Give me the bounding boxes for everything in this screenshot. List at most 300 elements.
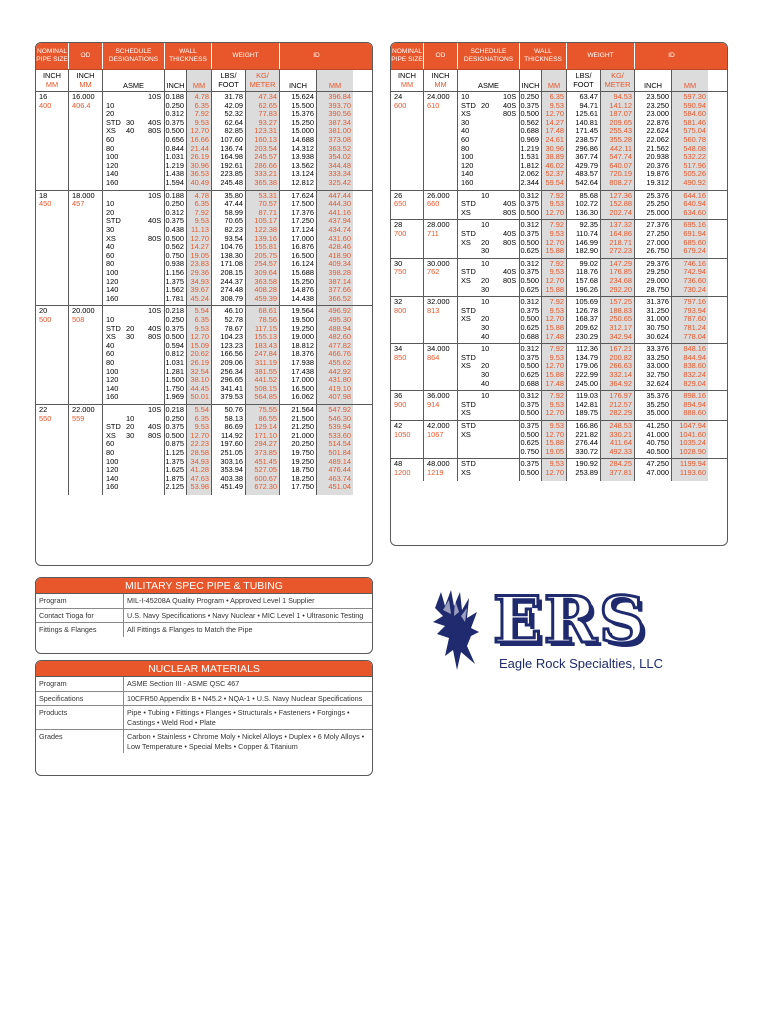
id_in-value: 19.250 <box>291 456 314 466</box>
kg-value: 451.45 <box>254 456 277 466</box>
kg-value: 272.23 <box>609 246 632 256</box>
info-label: Program <box>36 677 124 691</box>
lbs-value: 99.02 <box>579 258 598 268</box>
id-mm-cell <box>317 191 353 306</box>
subheader-kg-meter: KG/ METER <box>601 70 635 91</box>
info-label: Contact Tioga for <box>36 609 124 623</box>
wall_in-value: 0.375 <box>165 422 184 432</box>
nominal-size-cell <box>391 297 424 343</box>
kg-value: 600.67 <box>254 473 277 483</box>
kg-value: 160.13 <box>254 134 277 144</box>
schedule-a: 40 <box>106 242 115 252</box>
id_in-value: 22.624 <box>646 126 669 136</box>
wall_in-value: 0.688 <box>520 331 539 341</box>
wall-mm-cell <box>542 297 567 343</box>
schedule-c: 40S <box>503 267 517 277</box>
subheader-lbs-foot: LBS/ FOOT <box>212 70 246 91</box>
id_in-value: 15.250 <box>291 117 314 127</box>
wall_in-value: 0.875 <box>165 439 184 449</box>
kg-value: 311.19 <box>254 357 277 367</box>
wall_mm-value: 6.35 <box>194 314 209 324</box>
od-inch: 42.000 <box>427 420 450 430</box>
wall_in-value: 0.500 <box>520 467 539 477</box>
schedule-row <box>458 409 519 418</box>
lbs-value: 92.35 <box>579 220 598 230</box>
kg-value: 640.07 <box>609 160 632 170</box>
header-id: ID <box>668 52 675 59</box>
id_mm-value: 419.10 <box>328 383 351 393</box>
wall_mm-value: 9.53 <box>549 100 564 110</box>
kg-value: 720.19 <box>609 169 632 179</box>
id_in-value: 17.376 <box>291 207 314 217</box>
schedule-c: 40S <box>148 422 162 432</box>
kg-value: 129.14 <box>254 422 277 432</box>
lbs-foot-cell <box>212 405 246 495</box>
id_in-value: 19.250 <box>291 323 314 333</box>
od-cell <box>424 191 458 220</box>
kg-value: 254.57 <box>254 259 277 269</box>
lbs-value: 78.67 <box>224 323 243 333</box>
wall_mm-value: 12.70 <box>545 467 564 477</box>
lbs-foot-cell <box>212 191 246 306</box>
id_mm-value: 539.94 <box>328 422 351 432</box>
wall_in-value: 0.312 <box>520 220 539 230</box>
wall-mm-cell <box>187 92 212 190</box>
id_mm-value: 1047.94 <box>679 420 706 430</box>
id-mm-cell <box>317 92 353 190</box>
id_in-value: 16.124 <box>291 259 314 269</box>
lbs-value: 256.34 <box>220 366 243 376</box>
od-mm: 1219 <box>427 467 444 477</box>
size-inch: 28 <box>394 220 403 230</box>
nominal-size-cell <box>391 421 424 458</box>
wall_in-value: 1.750 <box>165 383 184 393</box>
header-nominal: NOMINAL PIPE SIZE <box>391 43 424 69</box>
schedule-a: STD <box>461 399 476 409</box>
size-inch: 36 <box>394 391 403 401</box>
id_in-value: 18.750 <box>291 465 314 475</box>
kg-meter-cell <box>601 459 635 480</box>
schedule-row <box>103 393 164 402</box>
wall_in-value: 0.625 <box>520 369 539 379</box>
od-inch: 28.000 <box>427 220 450 230</box>
lbs-value: 114.92 <box>220 430 243 440</box>
od-inch: 26.000 <box>427 190 450 200</box>
od-mm: 406.4 <box>72 100 91 110</box>
wall_in-value: 0.500 <box>520 109 539 119</box>
id_in-value: 33.000 <box>646 361 669 371</box>
kg-value: 255.43 <box>609 126 632 136</box>
pipe-size-group <box>391 391 727 421</box>
wall_mm-value: 7.92 <box>549 391 564 401</box>
id_in-value: 33.376 <box>646 344 669 354</box>
schedule-a: STD <box>461 267 476 277</box>
od-inch: 36.000 <box>427 391 450 401</box>
schedule-a: STD <box>106 117 121 127</box>
schedule-b: 10 <box>481 220 490 230</box>
wall_in-value: 0.312 <box>165 109 184 119</box>
wall_in-value: 1.156 <box>165 267 184 277</box>
id-mm-cell <box>672 391 708 420</box>
wall_in-value: 2.125 <box>165 482 184 492</box>
wall_mm-value: 34.93 <box>190 276 209 286</box>
schedule-c: 40S <box>148 216 162 226</box>
kg-value: 492.33 <box>609 446 632 456</box>
lbs-value: 429.79 <box>575 160 598 170</box>
subheader-lbs-foot: LBS/ FOOT <box>567 70 601 91</box>
kg-value: 547.74 <box>609 152 632 162</box>
wall_in-value: 0.562 <box>520 117 539 127</box>
kg-value: 442.11 <box>609 143 632 153</box>
id_in-value: 29.376 <box>646 258 669 268</box>
od-inch: 30.000 <box>427 258 450 268</box>
wall_mm-value: 9.53 <box>549 352 564 362</box>
od-mm: 610 <box>427 100 440 110</box>
wall_mm-value: 17.48 <box>545 126 564 136</box>
schedule-b: 30 <box>481 322 490 332</box>
od-mm: 559 <box>72 413 85 423</box>
schedule-a: 160 <box>106 482 119 492</box>
pipe-size-group <box>36 191 372 307</box>
kg-value: 77.83 <box>258 109 277 119</box>
kg-value: 139.16 <box>254 233 277 243</box>
wall-inch-cell <box>520 191 542 220</box>
od-cell <box>69 306 103 404</box>
id_mm-value: 495.30 <box>328 314 351 324</box>
pipe-size-group <box>391 92 727 191</box>
od-inch: 24.000 <box>427 92 450 101</box>
od-cell <box>69 405 103 495</box>
schedule-row <box>458 247 519 256</box>
lbs-foot-cell <box>212 92 246 190</box>
id_in-value: 14.876 <box>291 285 314 295</box>
lbs-value: 85.68 <box>579 190 598 200</box>
id_in-value: 41.250 <box>646 420 669 430</box>
kg-value: 266.63 <box>609 361 632 371</box>
wall_mm-value: 14.27 <box>190 242 209 252</box>
lbs-foot-cell <box>567 259 601 296</box>
od-mm: 1067 <box>427 429 444 439</box>
size-mm: 850 <box>394 352 407 362</box>
schedule-b: 10 <box>481 391 490 401</box>
schedule-a: 10 <box>106 314 115 324</box>
wall_mm-value: 29.36 <box>190 267 209 277</box>
size-mm: 1050 <box>394 429 411 439</box>
nominal-size-cell <box>36 306 69 404</box>
id_in-value: 19.564 <box>291 306 314 316</box>
pipe-size-group <box>391 259 727 297</box>
id_in-value: 31.250 <box>646 305 669 315</box>
lbs-value: 86.69 <box>224 422 243 432</box>
table-header <box>391 43 727 70</box>
id_mm-value: 488.94 <box>328 323 351 333</box>
schedule-a: 140 <box>106 473 119 483</box>
lbs-value: 303.16 <box>220 456 243 466</box>
lbs-foot-cell <box>567 459 601 480</box>
od-cell <box>424 391 458 420</box>
lbs-value: 105.69 <box>575 297 598 307</box>
wall_mm-value: 6.35 <box>194 413 209 423</box>
nominal-size-cell <box>391 220 424 257</box>
wall_in-value: 0.250 <box>165 100 184 110</box>
wall_in-value: 0.375 <box>520 228 539 238</box>
wall_in-value: 0.375 <box>520 199 539 209</box>
schedule-a: 10 <box>106 199 115 209</box>
size-mm: 900 <box>394 399 407 409</box>
id-inch-cell <box>635 297 672 343</box>
header-schedule: SCHEDULE DESIGNATIONS <box>458 43 520 69</box>
wall-inch-cell <box>520 259 542 296</box>
id_in-value: 16.062 <box>291 392 314 402</box>
od-cell <box>424 92 458 190</box>
lbs-value: 179.06 <box>575 361 598 371</box>
schedule-a: 80 <box>106 143 115 153</box>
id_mm-value: 848.16 <box>683 344 706 354</box>
wall_mm-value: 59.54 <box>545 177 564 187</box>
od-cell <box>424 344 458 390</box>
header-wall: WALL THICKNESS <box>165 43 212 69</box>
wall_mm-value: 9.53 <box>549 459 564 469</box>
schedule-cell <box>458 421 520 458</box>
wall_in-value: 1.625 <box>165 465 184 475</box>
id_mm-value: 640.94 <box>683 199 706 209</box>
wall-mm-cell <box>542 259 567 296</box>
id_mm-value: 431.80 <box>328 375 351 385</box>
od-inch: 34.000 <box>427 344 450 354</box>
wall_in-value: 0.656 <box>165 134 184 144</box>
kg-value: 672.30 <box>254 482 277 492</box>
size-inch: 20 <box>39 306 48 316</box>
id_in-value: 32.750 <box>646 369 669 379</box>
schedule-a: 100 <box>106 456 119 466</box>
schedule-a: 60 <box>106 349 115 359</box>
wall_mm-value: 9.53 <box>549 305 564 315</box>
subheader-wall-inch: INCH <box>165 70 187 91</box>
id_mm-value: 482.60 <box>328 332 351 342</box>
lbs-value: 93.54 <box>224 233 243 243</box>
lbs-value: 296.65 <box>220 375 243 385</box>
size-mm: 500 <box>39 314 52 324</box>
schedule-a: 160 <box>106 293 119 303</box>
wall_mm-value: 9.53 <box>549 399 564 409</box>
id_mm-value: 363.52 <box>328 143 351 153</box>
id_mm-value: 441.16 <box>328 207 351 217</box>
info-value: MIL-I-45208A Quality Program • Approved Level 1 Supplier <box>127 596 315 605</box>
schedule-a: XS <box>106 233 116 243</box>
schedule-c: 40S <box>503 228 517 238</box>
schedule-a: XS <box>461 429 471 439</box>
id_mm-value: 730.24 <box>683 284 706 294</box>
size-inch: 16 <box>39 92 48 101</box>
lbs-foot-cell <box>567 391 601 420</box>
id_in-value: 27.376 <box>646 220 669 230</box>
wall_mm-value: 34.93 <box>190 456 209 466</box>
schedule-b: 10 <box>126 413 135 423</box>
schedule-a: 40 <box>106 340 115 350</box>
wall_mm-value: 12.70 <box>545 109 564 119</box>
wall-mm-cell <box>542 191 567 220</box>
wall_mm-value: 46.02 <box>545 160 564 170</box>
schedule-c: 80S <box>503 207 517 217</box>
schedule-a: 160 <box>461 177 474 187</box>
schedule-a: XS <box>461 109 471 119</box>
wall_in-value: 0.500 <box>165 233 184 243</box>
wall_mm-value: 14.27 <box>545 117 564 127</box>
id_mm-value: 447.44 <box>328 190 351 200</box>
id_in-value: 16.500 <box>291 250 314 260</box>
id-inch-cell <box>280 191 317 306</box>
id_in-value: 16.500 <box>291 383 314 393</box>
wall_in-value: 1.875 <box>165 473 184 483</box>
id_in-value: 31.000 <box>646 314 669 324</box>
subheader-id-mm: MM <box>672 70 708 91</box>
size-mm: 700 <box>394 228 407 238</box>
id_in-value: 41.000 <box>646 429 669 439</box>
kg-value: 212.57 <box>609 399 632 409</box>
id_in-value: 35.000 <box>646 408 669 418</box>
size-inch: 22 <box>39 404 48 414</box>
schedule-a: XS <box>461 361 471 371</box>
wall_mm-value: 17.48 <box>545 331 564 341</box>
id_in-value: 30.750 <box>646 322 669 332</box>
id-inch-cell <box>635 421 672 458</box>
id_in-value: 30.624 <box>646 331 669 341</box>
wall_mm-value: 12.70 <box>190 126 209 136</box>
schedule-row <box>458 333 519 342</box>
id_in-value: 20.250 <box>291 439 314 449</box>
id-inch-cell <box>280 306 317 404</box>
schedule-a: XS <box>461 314 471 324</box>
od-inch: 32.000 <box>427 297 450 307</box>
schedule-a: STD <box>106 422 121 432</box>
wall_in-value: 1.375 <box>165 276 184 286</box>
wall_in-value: 0.500 <box>520 429 539 439</box>
schedule-a: STD <box>461 228 476 238</box>
schedule-c: 40S <box>148 117 162 127</box>
lbs-value: 136.74 <box>220 143 243 153</box>
id_in-value: 27.250 <box>646 228 669 238</box>
schedule-b: 30 <box>481 369 490 379</box>
kg-value: 75.55 <box>258 404 277 414</box>
id_in-value: 18.812 <box>291 340 314 350</box>
table-header <box>36 43 372 70</box>
kg-value: 332.14 <box>609 369 632 379</box>
pipe-size-group <box>36 92 372 191</box>
id_in-value: 40.500 <box>646 446 669 456</box>
id-inch-cell <box>635 391 672 420</box>
id_mm-value: 1028.90 <box>679 446 706 456</box>
id_mm-value: 548.08 <box>683 143 706 153</box>
schedule-a: 120 <box>461 160 474 170</box>
lbs-value: 166.86 <box>575 420 598 430</box>
id-inch-cell <box>635 191 672 220</box>
info-value: U.S. Navy Specifications • Navy Nuclear • MIC Level 1 • Ultrasonic Testing <box>127 610 364 620</box>
kg-value: 93.27 <box>258 117 277 127</box>
wall_in-value: 1.781 <box>165 293 184 303</box>
id_mm-value: 597.30 <box>683 92 706 101</box>
schedule-a: STD <box>461 352 476 362</box>
size-mm: 550 <box>39 413 52 423</box>
od-mm: 457 <box>72 199 85 209</box>
kg-value: 292.20 <box>609 284 632 294</box>
id_mm-value: 428.46 <box>328 242 351 252</box>
kg-value: 152.88 <box>609 199 632 209</box>
lbs-value: 102.72 <box>575 199 598 209</box>
wall_in-value: 0.812 <box>165 349 184 359</box>
subheader-od: INCH MM <box>69 70 103 91</box>
od-inch: 48.000 <box>427 459 450 469</box>
kg-value: 78.56 <box>258 314 277 324</box>
wall_mm-value: 9.53 <box>549 267 564 277</box>
wall_in-value: 0.312 <box>520 258 539 268</box>
kg-value: 381.55 <box>254 366 277 376</box>
lbs-value: 104.76 <box>220 242 243 252</box>
id_mm-value: 407.98 <box>328 392 351 402</box>
id_in-value: 20.376 <box>646 160 669 170</box>
kg-value: 294.27 <box>254 439 277 449</box>
lbs-value: 483.57 <box>575 169 598 179</box>
wall_mm-value: 15.88 <box>545 284 564 294</box>
id_mm-value: 517.96 <box>683 160 706 170</box>
wall_mm-value: 19.05 <box>545 446 564 456</box>
schedule-c: 40S <box>503 199 517 209</box>
id_mm-value: 476.44 <box>328 465 351 475</box>
schedule-row <box>458 179 519 188</box>
schedule-a: XS <box>106 430 116 440</box>
id_mm-value: 451.04 <box>328 482 351 492</box>
kg-value: 155.81 <box>254 242 277 252</box>
od-mm: 508 <box>72 314 85 324</box>
schedule-a: 60 <box>106 134 115 144</box>
id_mm-value: 546.30 <box>328 413 351 423</box>
schedule-b: 30 <box>126 117 135 127</box>
id_mm-value: 746.16 <box>683 258 706 268</box>
schedule-c: 80S <box>148 332 162 342</box>
id_mm-value: 1041.60 <box>679 429 706 439</box>
id_in-value: 26.750 <box>646 246 669 256</box>
lbs-value: 62.64 <box>224 117 243 127</box>
pipe-size-group <box>36 405 372 495</box>
wall_in-value: 0.500 <box>520 275 539 285</box>
wall_mm-value: 9.53 <box>549 199 564 209</box>
schedule-row <box>458 286 519 295</box>
lbs-value: 230.29 <box>575 331 598 341</box>
wall_in-value: 1.812 <box>520 160 539 170</box>
wall_mm-value: 12.70 <box>545 361 564 371</box>
kg-value: 248.53 <box>609 420 632 430</box>
pipe-table-left <box>35 42 373 566</box>
military-spec-box <box>35 577 373 654</box>
kg-value: 363.58 <box>254 276 277 286</box>
id_in-value: 22.062 <box>646 134 669 144</box>
header-weight: WEIGHT <box>567 43 635 69</box>
lbs-value: 238.57 <box>575 134 598 144</box>
wall_mm-value: 15.88 <box>545 246 564 256</box>
id_mm-value: 742.94 <box>683 267 706 277</box>
kg-value: 137.32 <box>609 220 632 230</box>
id_in-value: 13.562 <box>291 160 314 170</box>
wall_mm-value: 17.48 <box>545 378 564 388</box>
schedule-a: 120 <box>106 160 119 170</box>
kg-meter-cell <box>246 191 280 306</box>
id-mm-cell <box>317 306 353 404</box>
kg-meter-cell <box>601 191 635 220</box>
id_in-value: 19.312 <box>646 177 669 187</box>
lbs-value: 136.30 <box>575 207 598 217</box>
schedule-b: 20 <box>481 361 490 371</box>
id_in-value: 14.438 <box>291 293 314 303</box>
id_mm-value: 373.08 <box>328 134 351 144</box>
